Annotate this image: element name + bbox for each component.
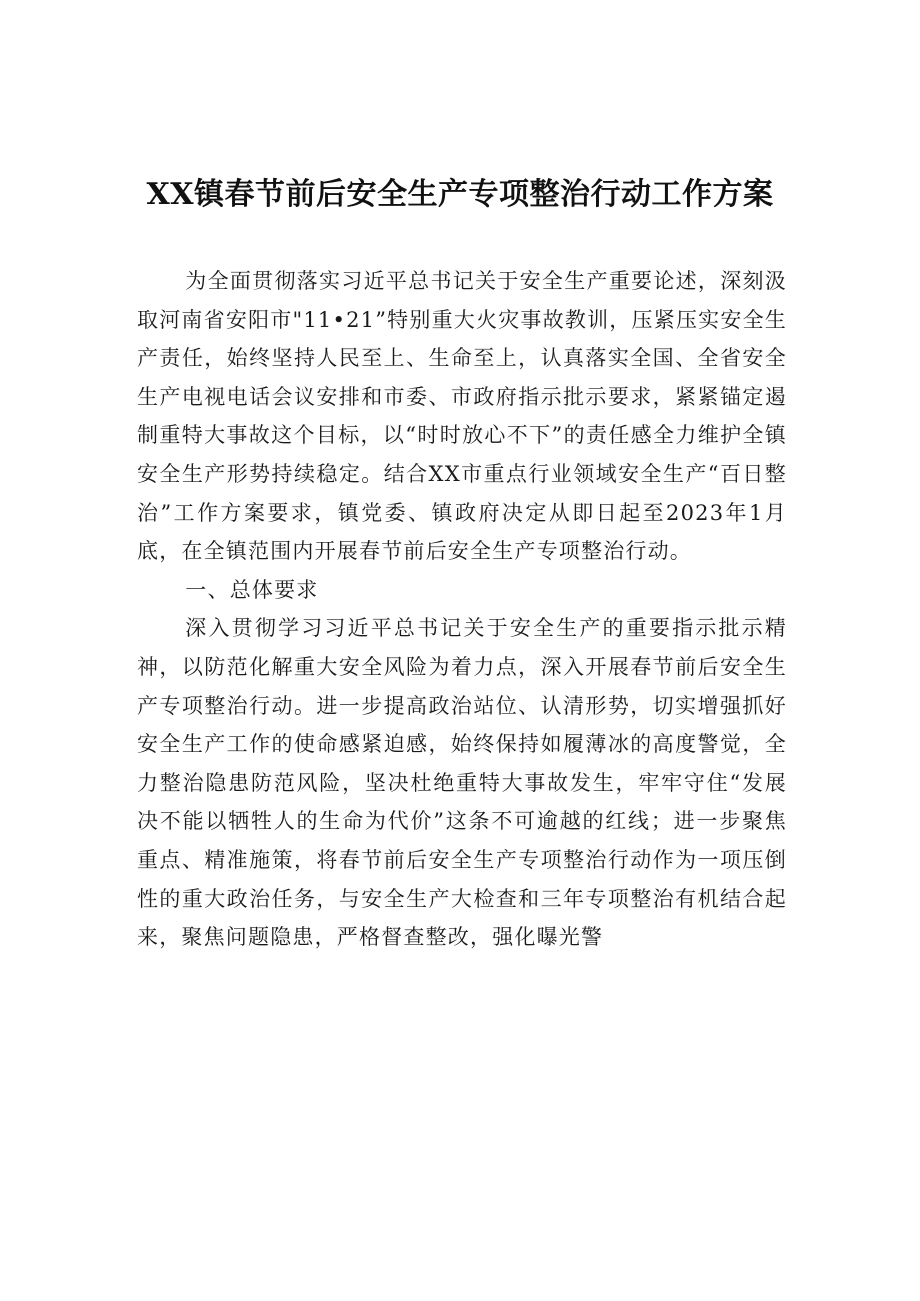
document-title: XX镇春节前后安全生产专项整治行动工作方案 (146, 177, 774, 212)
section-paragraph: 深入贯彻学习习近平总书记关于安全生产的重要指示批示精神，以防范化解重大安全风险为着力点，深入开展春节前后安全生产专项整治行动。进一步提高政治站位、认清形势，切实增强抓好安全生产工作的使命感紧迫感，始终保持如履薄冰的高度警觉，全力整治隐患防范风险，坚决杜绝重特大事故发生，牢牢守住“发展决不能以牺牲人的生命为代价”这条不可逾越的红线；进一步聚焦重点、精准施策，将春节前后安全生产专项整治行动作为一项压倒性的重大政治任务，与安全生产大检查和三年专项整治有机结合起来，聚焦问题隐患，严格督查整改，强化曝光警 (137, 616, 787, 950)
intro-paragraph: 为全面贯彻落实习近平总书记关于安全生产重要论述，深刻汲取河南省安阳市"11•21”特别重大火灾事故教训，压紧压实安全生产责任，始终坚持人民至上、生命至上，认真落实全国、全省安全生产电视电话会议安排和市委、市政府指示批示要求，紧紧锚定遏制重特大事故这个目标，以“时时放心不下”的责任感全力维护全镇安全生产形势持续稳定。结合XX市重点行业领域安全生产“百日整治”工作方案要求，镇党委、镇政府决定从即日起至2023年1月底，在全镇范围内开展春节前后安全生产专项整治行动。 (137, 269, 787, 564)
section-heading: 一、总体要求 (185, 577, 319, 602)
document-body (137, 262, 787, 957)
